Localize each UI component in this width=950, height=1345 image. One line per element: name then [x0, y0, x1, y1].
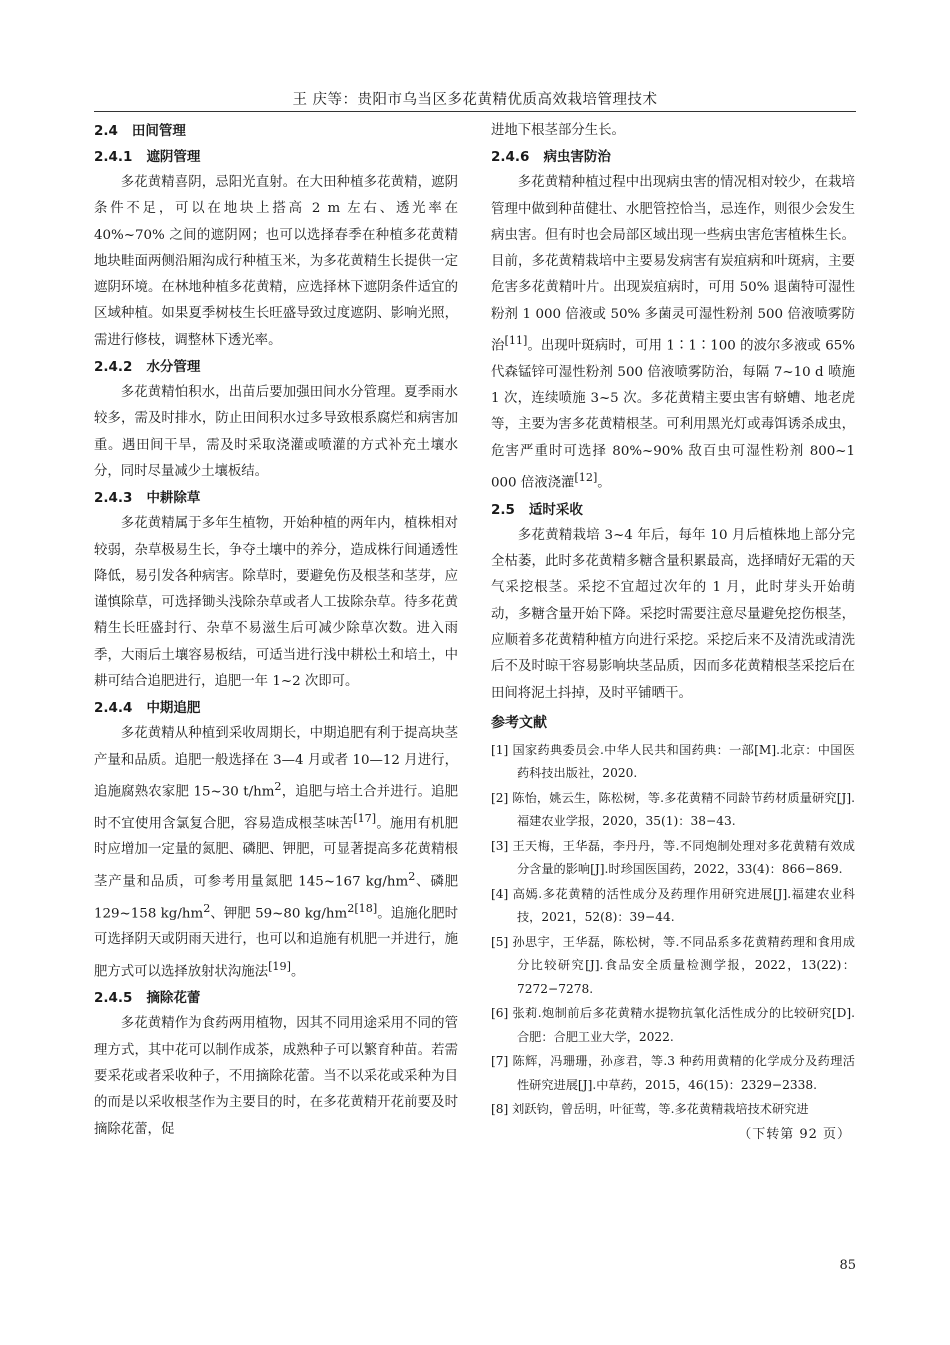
- paragraph-topdressing: 多花黄精从种植到采收周期长，中期追肥有利于提高块茎产量和品质。追肥一般选择在 3—4 月或者 10—12 月进行，追施腐熟农家肥 15~30 $t/hm^2$，追肥与培土合并进行。追肥时不宜使用含氯复合肥，容易造成根茎味苦[17]。施用有机肥时应增加一定量的氮肥、磷肥、钾肥，可显著提高多花黄精根茎产量和品质，可参考用量氮肥 145~167 $kg/hm^2$、磷肥 129~158 $kg/hm^2$、钾肥 59~80 $kg/hm^{2[18]}$。追施化肥时可选择阴天或阴雨天进行，也可以和追施有机肥一并进行，施肥方式可以选择放射状沟施法[19]。: [94, 726, 459, 980]
- paragraph-pest-control: 多花黄精种植过程中出现病虫害的情况相对较少，在栽培管理中做到种苗健壮、水肥管控恰当，忌连作，则很少会发生病虫害。但有时也会局部区域出现一些病虫害危害植株生长。目前，多花黄精栽培中主要易发病害有炭疽病和叶斑病，主要危害多花黄精叶片。出现炭疽病时，可用 50% 退菌特可湿性粉剂 1 000 倍液或 50% 多菌灵可湿性粉剂 500 倍液喷雾防治[11]。出现叶斑病时，可用 1∶1∶100 的波尔多液或 65% 代森锰锌可湿性粉剂 500 倍液喷雾防治，每隔 7~10 d 喷施 1 次，连续喷施 3~5 次。多花黄精主要虫害有蛴螬、地老虎等，主要为害多花黄精根茎。可利用黑光灯或毒饵诱杀成虫，危害严重时可选择 80%~90% 敌百虫可湿性粉剂 800~1 000 倍液浇灌[12]。: [491, 175, 855, 491]
- subsection-heading-2-4-4: 2.4.4 中期追肥: [94, 700, 201, 717]
- reference-item: [8] 刘跃钧，曾岳明，叶征莺，等.多花黄精栽培技术研究进: [491, 1102, 809, 1117]
- running-head: 王 庆等：贵阳市乌当区多花黄精优质高效栽培管理技术: [292, 92, 658, 108]
- section-heading-2-4: 2.4 田间管理: [94, 123, 186, 139]
- header-rule: [94, 111, 856, 112]
- reference-item: [3] 王天梅，王华磊，李丹丹，等.不同炮制处理对多花黄精有效成分含量的影响[J].时珍国医国药，2022，33(4)：866−869.: [491, 838, 855, 877]
- paragraph-flower-bud-continued: 进地下根茎部分生长。: [491, 123, 625, 138]
- reference-item: [1] 国家药典委员会.中华人民共和国药典：一部[M].北京：中国医药科技出版社，2020.: [491, 742, 855, 781]
- continued-notice: （下转第 92 页）: [738, 1126, 851, 1142]
- paragraph-weeding: 多花黄精属于多年生植物，开始种植的两年内，植株相对较弱，杂草极易生长，争夺土壤中的养分，造成株行间通透性降低，易引发各种病害。除草时，要避免伤及根茎和茎芽，应谨慎除草，可选择锄头浅除杂草或者人工拔除杂草。待多花黄精生长旺盛封行、杂草不易滋生后可减少除草次数。进入雨季，大雨后土壤容易板结，可适当进行浅中耕松土和培土，中耕可结合追肥进行，追肥一年 1~2 次即可。: [94, 516, 458, 690]
- reference-item: [5] 孙思宇，王华磊，陈松树，等.不同品系多花黄精药理和食用成分比较研究[J].食品安全质量检测学报，2022，13(22)：7272−7278.: [491, 934, 855, 996]
- subsection-heading-2-4-6: 2.4.6 病虫害防治: [491, 149, 611, 166]
- left-column: [94, 118, 458, 1143]
- reference-item: [2] 陈怡，姚云生，陈松树，等.多花黄精不同龄节药材质量研究[J].福建农业学报，2020，35(1)：38−43.: [491, 790, 855, 829]
- subsection-heading-2-4-3: 2.4.3 中耕除草: [94, 490, 201, 507]
- reference-item: [6] 张莉.炮制前后多花黄精水提物抗氧化活性成分的比较研究[D].合肥：合肥工业大学，2022.: [491, 1006, 855, 1044]
- page-number: 85: [839, 1258, 856, 1273]
- superscript: 2: [203, 901, 211, 915]
- right-column: [491, 118, 855, 1147]
- paragraph-water: 多花黄精怕积水，出苗后要加强田间水分管理。夏季雨水较多，需及时排水，防止田间积水过多导致根系腐烂和病害加重。遇田间干旱，需及时采取浇灌或喷灌的方式补充土壤水分，同时尽量减少土壤板结。: [94, 385, 458, 479]
- citation: [11]: [504, 334, 528, 348]
- references-heading: 参考文献: [491, 714, 547, 731]
- section-heading-2-5: 2.5 适时采收: [491, 501, 583, 518]
- paragraph-harvest: 多花黄精栽培 3~4 年后，每年 10 月后植株地上部分完全枯萎，此时多花黄精多糖含量积累最高，选择晴好无霜的天气采挖根茎。采挖不宜超过次年的 1 月，此时芽头开始萌动，多糖含量开始下降。采挖时需要注意尽量避免挖伤根茎，应顺着多花黄精种植方向进行采挖。采挖后来不及清洗或清洗后不及时晾干容易影响块茎品质，因而多花黄精根茎采挖后在田间将泥土抖掉，及时平铺晒干。: [491, 527, 855, 701]
- subsection-heading-2-4-1: 2.4.1 遮阴管理: [94, 149, 201, 165]
- reference-item: [4] 高嫣.多花黄精的活性成分及药理作用研究进展[J].福建农业科技，2021，52(8)：39−44.: [491, 886, 855, 925]
- subsection-heading-2-4-2: 2.4.2 水分管理: [94, 359, 201, 376]
- paragraph-flower-bud: 多花黄精作为食药两用植物，因其不同用途采用不同的管理方式，其中花可以制作成茶，成熟种子可以繁育种苗。若需要采花或者采收种子，不用摘除花蕾。当不以采花或采种为目的而是以采收根茎作为主要目的时，在多花黄精开花前要及时摘除花蕾，促: [94, 1016, 458, 1137]
- citation: [12]: [574, 471, 598, 485]
- reference-item: [7] 陈辉，冯珊珊，孙彦君，等.3 种药用黄精的化学成分及药理活性研究进展[J].中草药，2015，46(15)：2329−2338.: [491, 1054, 855, 1092]
- superscript: 2: [274, 779, 282, 793]
- superscript: 2: [408, 869, 416, 883]
- citation: [19]: [268, 959, 291, 973]
- paragraph-shading: 多花黄精喜阴，忌阳光直射。在大田种植多花黄精，遮阴条件不足，可以在地块上搭高 2 m 左右、透光率在 40%~70% 之间的遮阴网；也可以选择春季在种植多花黄精地块畦面两侧沿厢沟成行种植玉米，为多花黄精生长提供一定遮阴环境。在林地种植多花黄精，应选择林下遮阴条件适宜的区域种植。如果夏季树枝生长旺盛导致过度遮阴、影响光照，需进行修枝，调整林下透光率。: [94, 175, 458, 348]
- citation: 2[18]: [347, 901, 378, 915]
- subsection-heading-2-4-5: 2.4.5 摘除花蕾: [94, 990, 201, 1007]
- citation: [17]: [353, 811, 377, 825]
